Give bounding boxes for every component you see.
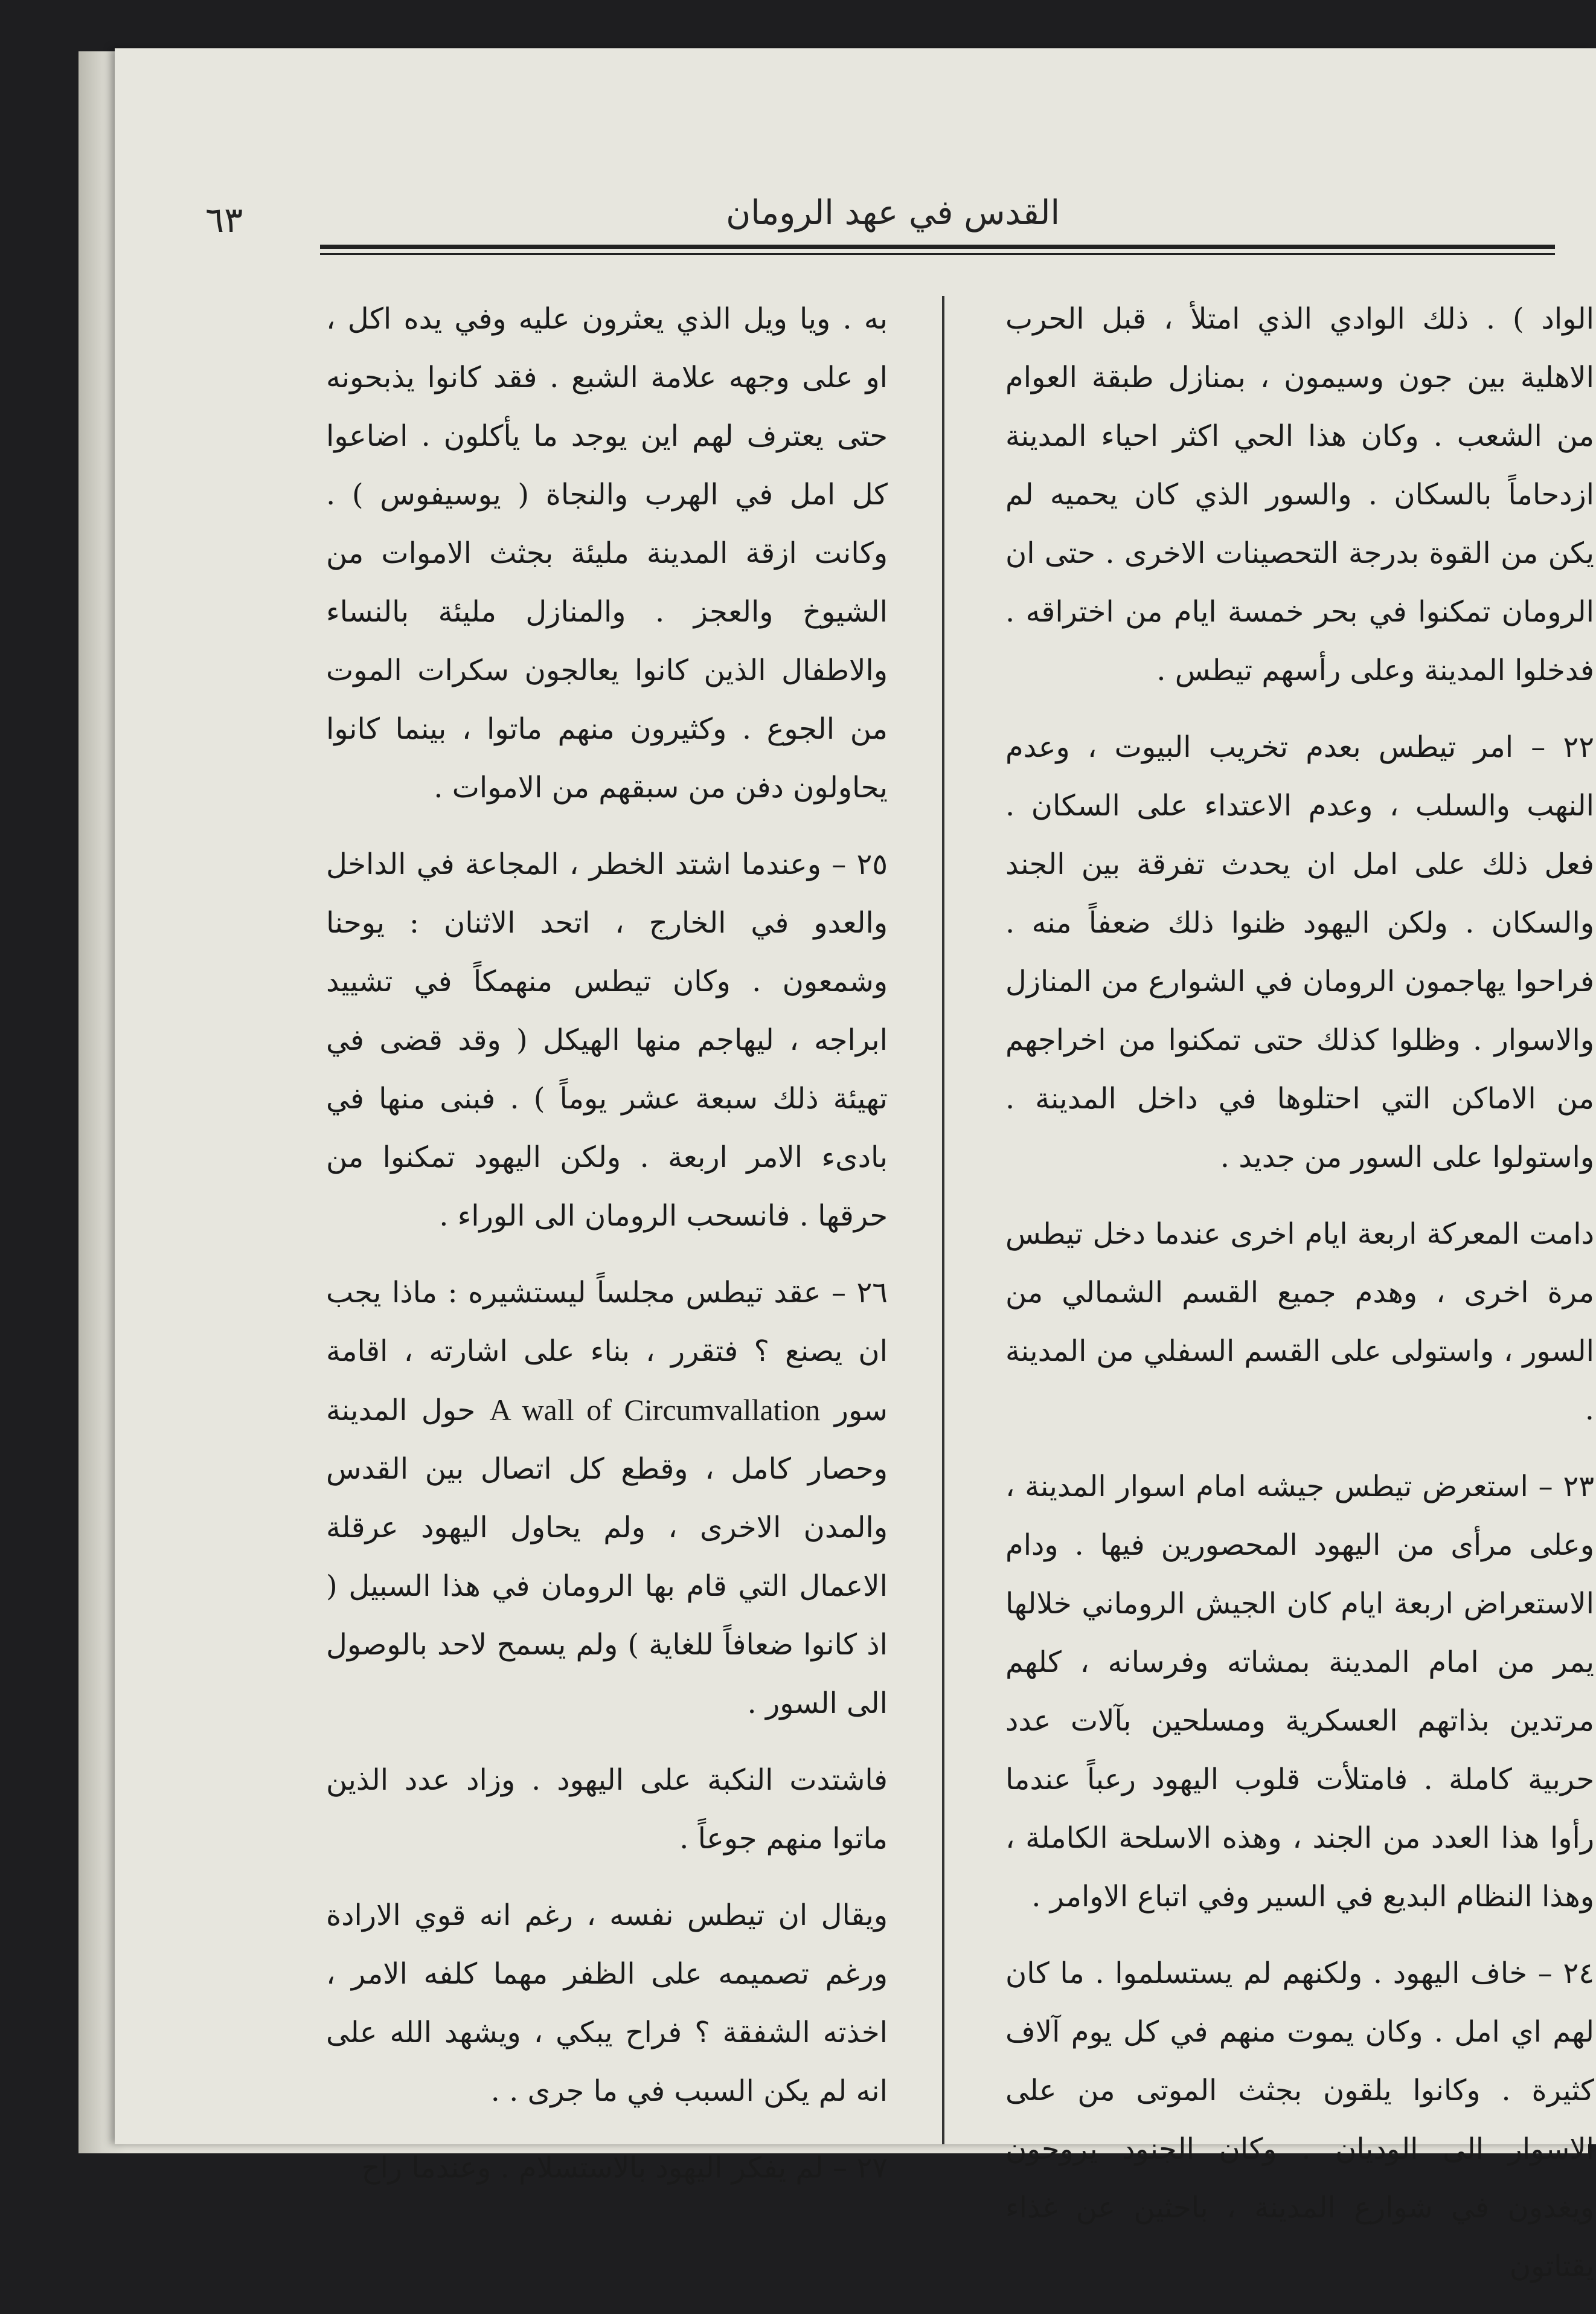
paragraph: به . ويا ويل الذي يعثرون عليه وفي يده اكل ، او على وجهه علامة الشبع . فقد كانوا يذبحونه حتى يعترف لهم اين يوجد ما يأكلون . اضاعوا كل امل في الهرب والنجاة ( يوسيفوس ) . وكانت ازقة المدينة مليئة بجثث الاموات من الشيوخ والعجز . والمنازل مليئة بالنساء والاطفال الذين كانوا يعالجون سكرات الموت من الجوع . وكثيرون منهم ماتوا ، بينما كانوا يحاولون دفن من سبقهم من الاموات . (326, 302, 888, 805)
page-number: ٦٣ (205, 199, 243, 240)
paragraph: ويقال ان تيطس نفسه ، رغم انه قوي الارادة ورغم تصميمه على الظفر مهما كلفه الامر ، اخذته الشفقة ؟ فراح يبكي ، ويشهد الله على انه لم يكن السبب في ما جرى . . (326, 1898, 888, 2108)
paragraph-24: ٢٤ – خاف اليهود . ولكنهم لم يستسلموا . ما كان لهم اي امل . وكان يموت منهم في كل يوم آلاف كثيرة . وكانوا يلقون بجثث الموتى من على الاسوار الى الوديان . وكان الجنود يروحون ويغدون في شوارع المدينة ، باحثين عن غذاء يقتاتون (1005, 1956, 1594, 2283)
paragraph-26-text: ٢٦ – عقد تيطس مجلساً ليستشيره : ماذا يجب ان يصنع ؟ فتقرر ، بناء على اشارته ، اقامة سور (326, 1276, 888, 1427)
paragraph: دامت المعركة اربعة ايام اخرى عندما دخل تيطس مرة اخرى ، وهدم جميع القسم الشمالي من السور ، واستولى على القسم السفلي من المدينة . (1005, 1217, 1594, 1427)
paragraph: الواد ) . ذلك الوادي الذي امتلأ ، قبل الحرب الاهلية بين جون وسيمون ، بمنازل طبقة العوام من الشعب . وكان هذا الحي اكثر احياء المدينة ازدحاماً بالسكان . والسور الذي كان يحميه لم يكن من القوة بدرجة التحصينات الاخرى . حتى ان الرومان تمكنوا في بحر خمسة ايام من اختراقه . فدخلوا المدينة وعلى رأسهم تيطس . (1005, 302, 1594, 687)
column-divider (942, 296, 944, 2144)
paragraph-25: ٢٥ – وعندما اشتد الخطر ، المجاعة في الداخل والعدو في الخارج ، اتحد الاثنان : يوحنا وشمعون . وكان تيطس منهمكاً في تشييد ابراجه ، ليهاجم منها الهيكل ( وقد قضى في تهيئة ذلك سبعة عشر يوماً ) . فبنى منها في بادىء الامر اربعة . ولكن اليهود تمكنوا من حرقها . فانسحب الرومان الى الوراء . (326, 847, 888, 1233)
right-text-column (1005, 290, 1594, 2314)
latin-term: A wall of Circumvallation (489, 1393, 821, 1427)
paragraph-26-continuation: حول المدينة وحصار كامل ، وقطع كل اتصال بين القدس والمدن الاخرى ، ولم يحاول اليهود عرقلة الاعمال التي قام بها الرومان في هذا السبيل ( اذ كانوا ضعافاً للغاية ) ولم يسمح لاحد بالوصول الى السور . (326, 1393, 888, 1720)
header-rule-thin (320, 253, 1555, 255)
paragraph: فاشتدت النكبة على اليهود . وزاد عدد الذين ماتوا منهم جوعاً . (326, 1763, 888, 1856)
paragraph-27: ٢٧ – لم يفكر اليهود بالاستسلام . وعندما راح (361, 2151, 888, 2185)
paragraph-23: ٢٣ – استعرض تيطس جيشه امام اسوار المدينة ، وعلى مرأى من اليهود المحصورين فيها . ودام الاستعراض اربعة ايام كان الجيش الروماني خلالها يمر من امام المدينة بمشاته وفرسانه ، كلهم مرتدين بذاتهم العسكرية ومسلحين بآلات عدد حربية كاملة . فامتلأت قلوب اليهود رعباً عندما رأوا هذا العدد من الجند ، وهذه الاسلحة الكاملة ، وهذا النظام البديع في السير وفي اتباع الاوامر . (1005, 1470, 1594, 1914)
running-title: القدس في عهد الرومان (726, 193, 1060, 233)
left-text-column (326, 290, 888, 2216)
page-header (205, 193, 1555, 248)
paragraph-26 (326, 1264, 888, 1733)
paragraph-22: ٢٢ – امر تيطس بعدم تخريب البيوت ، وعدم النهب والسلب ، وعدم الاعتداء على السكان . فعل ذلك على امل ان يحدث تفرقة بين الجند والسكان . ولكن اليهود ظنوا ذلك ضعفاً منه . فراحوا يهاجمون الرومان في الشوارع من المنازل والاسوار . وظلوا كذلك حتى تمكنوا من اخراجهم من الاماكن التي احتلوها في داخل المدينة . واستولوا على السور من جديد . (1005, 730, 1594, 1174)
header-rule-thick (320, 245, 1555, 249)
